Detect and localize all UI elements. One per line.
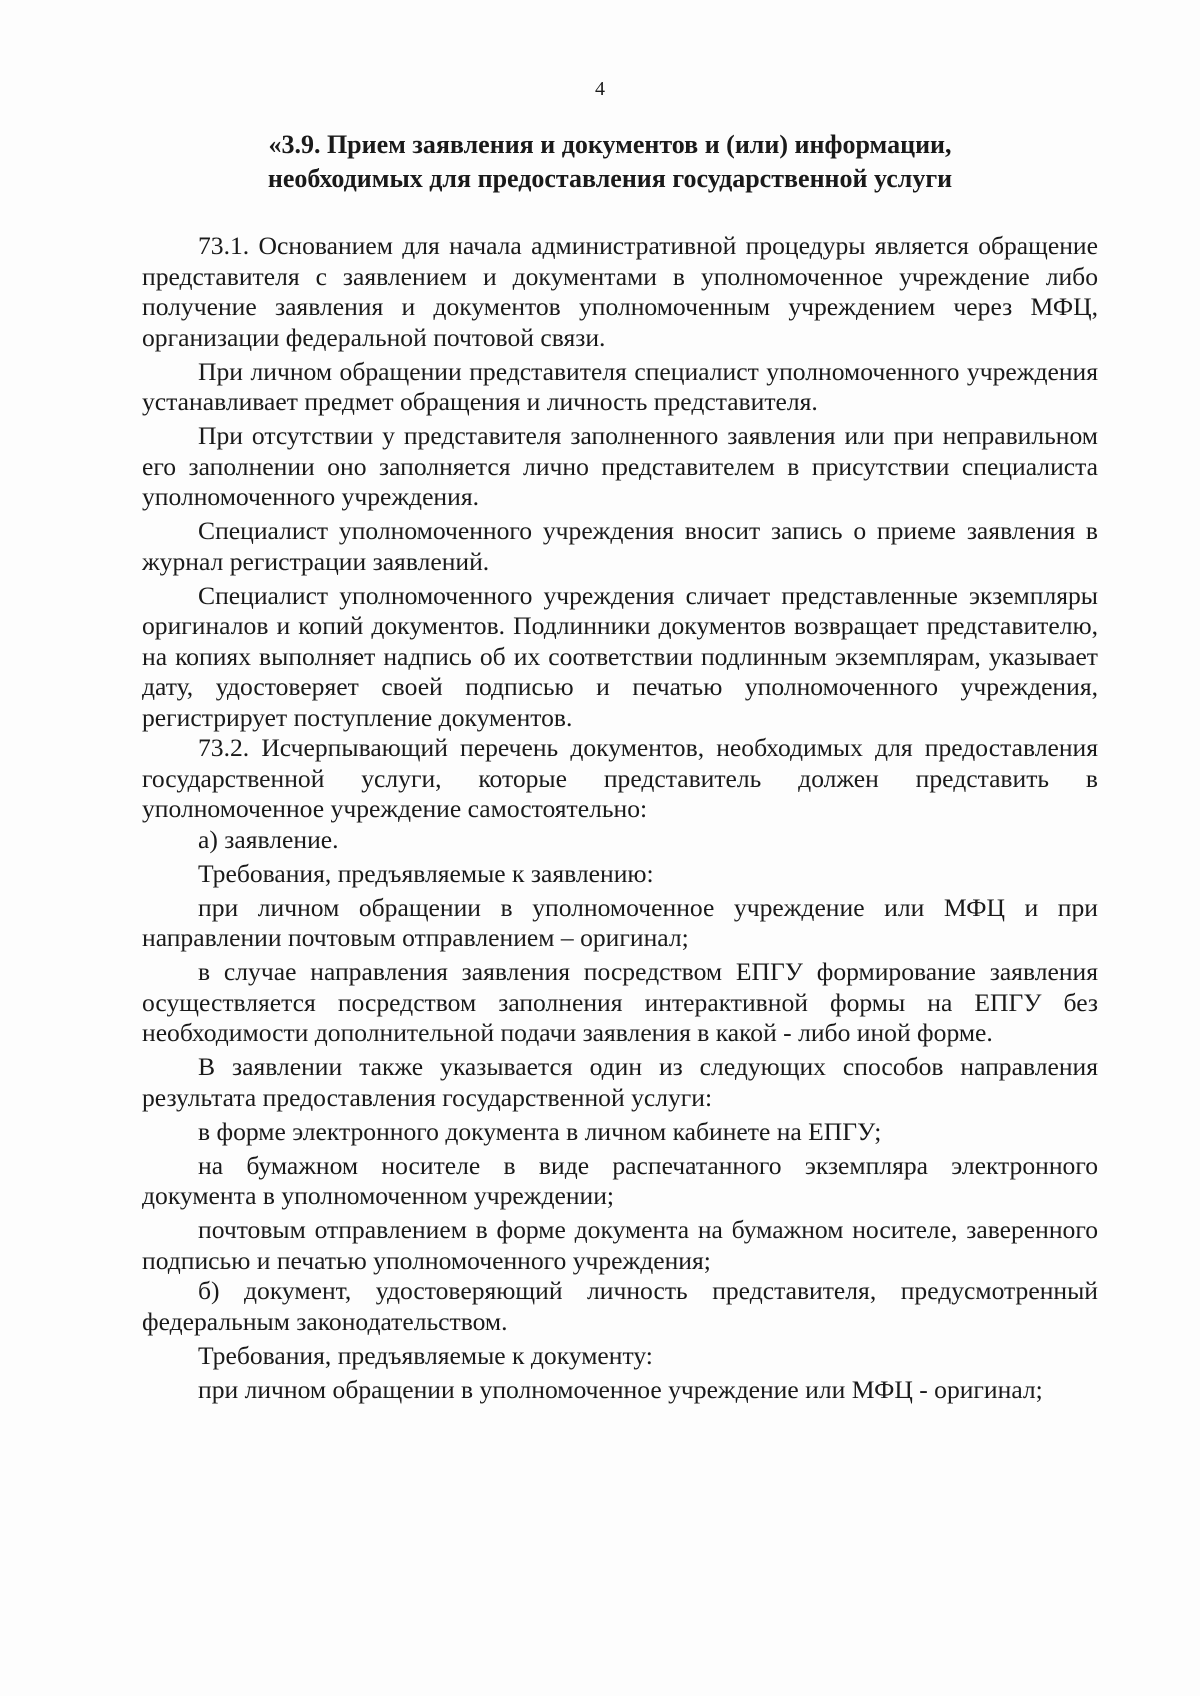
paragraph: в случае направления заявления посредством ЕПГУ формирование заявления осуществляется посредством заполнения интерактивной формы на ЕПГУ без необходимости дополнительной подачи заявления в какой - либо иной форме. bbox=[142, 957, 1098, 1047]
paragraph: почтовым отправлением в форме документа на бумажном носителе, заверенного подписью и печатью уполномоченного учреждения; bbox=[142, 1215, 1098, 1275]
paragraph: 73.1. Основанием для начала административной процедуры является обращение представителя с заявлением и документами в уполномоченное учреждение либо получение заявления и документов уполномоченным учреждением через МФЦ, организации федеральной почтовой связи. bbox=[142, 231, 1098, 352]
paragraph: 73.2. Исчерпывающий перечень документов, необходимых для предоставления государственной услуги, которые представитель должен представить в уполномоченное учреждение самостоятельно: bbox=[142, 733, 1098, 823]
section-heading bbox=[200, 128, 1020, 196]
list-item: б) документ, удостоверяющий личность представителя, предусмотренный федеральным законодательством. bbox=[142, 1276, 1098, 1336]
page-number: 4 bbox=[595, 78, 605, 100]
paragraph: в форме электронного документа в личном кабинете на ЕПГУ; bbox=[198, 1116, 882, 1146]
section-heading-line: «3.9. Прием заявления и документов и (или) информации, bbox=[268, 130, 952, 159]
paragraph: Требования, предъявляемые к заявлению: bbox=[198, 858, 654, 888]
document-body bbox=[142, 231, 1098, 1405]
section-heading-line: необходимых для предоставления государственной услуги bbox=[267, 164, 953, 193]
paragraph: на бумажном носителе в виде распечатанного экземпляра электронного документа в уполномоченном учреждении; bbox=[142, 1150, 1098, 1210]
paragraph: Требования, предъявляемые к документу: bbox=[198, 1340, 653, 1370]
paragraph: Специалист уполномоченного учреждения сличает представленные экземпляры оригиналов и копий документов. Подлинники документов возвращает представителю, на копиях выполняет надпись об их соответствии подлинным экземплярам, указывает дату, удостоверяет своей подписью и печатью уполномоченного учреждения, регистрирует поступление документов. bbox=[142, 580, 1098, 732]
paragraph: При личном обращении представителя специалист уполномоченного учреждения устанавливает предмет обращения и личность представителя. bbox=[142, 356, 1098, 416]
paragraph: при личном обращении в уполномоченное учреждение или МФЦ и при направлении почтовым отправлением – оригинал; bbox=[142, 892, 1098, 952]
paragraph: В заявлении также указывается один из следующих способов направления результата предоставления государственной услуги: bbox=[142, 1052, 1098, 1112]
paragraph: Специалист уполномоченного учреждения вносит запись о приеме заявления в журнал регистрации заявлений. bbox=[142, 516, 1098, 576]
paragraph: При отсутствии у представителя заполненного заявления или при неправильном его заполнении оно заполняется лично представителем в присутствии специалиста уполномоченного учреждения. bbox=[142, 421, 1098, 511]
list-item: а) заявление. bbox=[198, 824, 339, 854]
paragraph: при личном обращении в уполномоченное учреждение или МФЦ - оригинал; bbox=[198, 1374, 1043, 1404]
